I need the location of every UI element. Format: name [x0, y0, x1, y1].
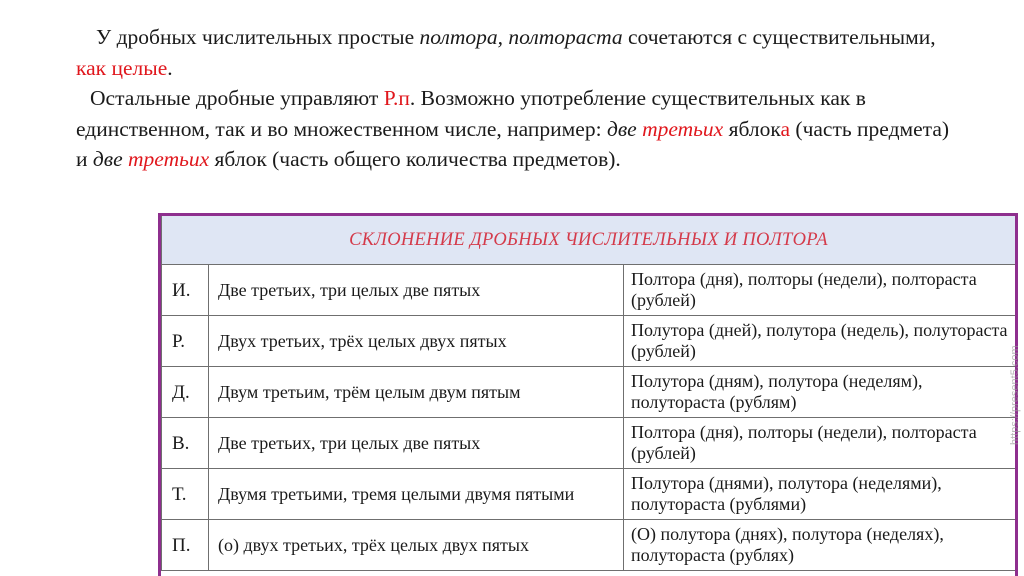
table-row: [162, 316, 1016, 367]
intro-highlight: как целые: [76, 55, 168, 80]
intro-text-span: яблок: [723, 116, 781, 141]
fraction-cell: Двум третьим, трём целым двум пятым: [209, 367, 624, 418]
table-row: [162, 367, 1016, 418]
intro-text: [76, 22, 956, 175]
intro-italic-example: две: [606, 116, 643, 141]
declension-table: [161, 216, 1016, 571]
intro-text-span: яблок (часть общего количества предметов).: [209, 147, 621, 171]
intro-text-span: . Возможно употребление существительных как в единственном, так и во множественном числе, например:: [76, 86, 866, 141]
table-row: [162, 469, 1016, 520]
intro-text-span: (часть предмета) и: [76, 116, 950, 171]
intro-paragraph-1: [76, 22, 956, 83]
table-row: [162, 265, 1016, 316]
fraction-cell: Две третьих, три целых две пятых: [209, 265, 624, 316]
intro-italic-examples: полтора, полтораста: [419, 25, 623, 49]
declension-table-frame: [158, 213, 1018, 576]
intro-highlight: а: [780, 116, 791, 141]
fraction-cell: Двумя третьими, тремя целыми двумя пятыми: [209, 469, 624, 520]
case-cell: Т.: [162, 469, 209, 520]
intro-highlight: третьих: [642, 116, 724, 141]
case-cell: П.: [162, 520, 209, 571]
case-cell: Р.: [162, 316, 209, 367]
poltora-cell: Полтора (дня), полторы (недели), полтораста (рублей): [624, 418, 1016, 469]
case-cell: Д.: [162, 367, 209, 418]
table-header-row: [162, 216, 1016, 265]
poltora-cell: Полутора (днями), полутора (неделями), полутораста (рублями): [624, 469, 1016, 520]
fraction-cell: Двух третьих, трёх целых двух пятых: [209, 316, 624, 367]
table-title: СКЛОНЕНИЕ ДРОБНЫХ ЧИСЛИТЕЛЬНЫХ И ПОЛТОРА: [162, 216, 1016, 265]
watermark-text: https://present5.com: [1009, 345, 1021, 445]
table-row: [162, 418, 1016, 469]
poltora-cell: Полутора (дней), полутора (недель), полутораста (рублей): [624, 316, 1016, 367]
intro-text-span: .: [167, 55, 173, 80]
intro-paragraph-2: [76, 83, 956, 175]
table-row: [162, 520, 1016, 571]
poltora-cell: (О) полутора (днях), полутора (неделях), полутораста (рублях): [624, 520, 1016, 571]
poltora-cell: Полтора (дня), полторы (недели), полтораста (рублей): [624, 265, 1016, 316]
intro-text-span: Остальные дробные управляют: [90, 86, 384, 110]
intro-text-span: сочетаются с существительными,: [622, 25, 936, 49]
fraction-cell: Две третьих, три целых две пятых: [209, 418, 624, 469]
intro-highlight: Р.п: [383, 86, 410, 110]
fraction-cell: (о) двух третьих, трёх целых двух пятых: [209, 520, 624, 571]
intro-italic-example: две: [92, 147, 129, 171]
intro-highlight: третьих: [128, 147, 210, 171]
poltora-cell: Полутора (дням), полутора (неделям), полутораста (рублям): [624, 367, 1016, 418]
intro-text-span: У дробных числительных простые: [96, 25, 420, 49]
case-cell: И.: [162, 265, 209, 316]
case-cell: В.: [162, 418, 209, 469]
